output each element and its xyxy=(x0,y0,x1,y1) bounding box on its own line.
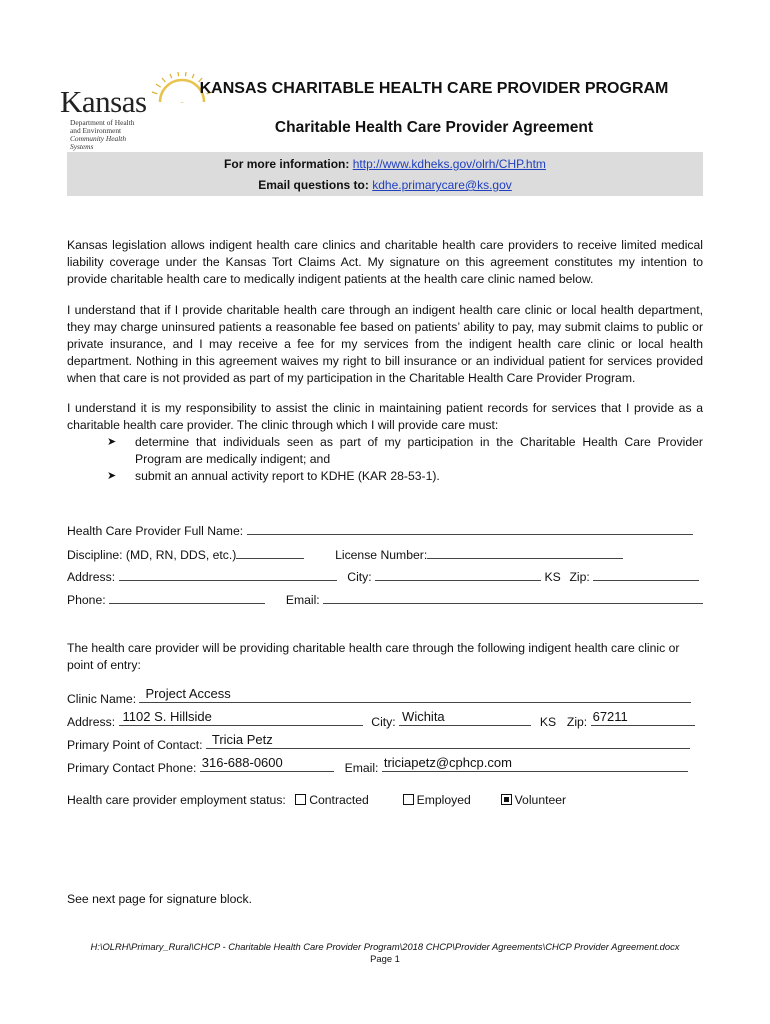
info-label: For more information: xyxy=(224,157,350,171)
list-item xyxy=(107,468,703,485)
phone-field[interactable] xyxy=(109,590,265,604)
clinic-zip-value: 67211 xyxy=(592,709,628,724)
phone-label: Phone: xyxy=(67,593,106,607)
city-field[interactable] xyxy=(375,567,541,581)
list-item xyxy=(107,434,703,468)
file-path: H:\OLRH\Primary_Rural\CHCP - Charitable Health Care Provider Program\2018 CHCP\Provider Agreements\CHCP Provider Agreement.docx xyxy=(90,941,680,952)
page-number: Page 1 xyxy=(370,953,400,964)
bullet-text: submit an annual activity report to KDHE (KAR 28-53-1). xyxy=(135,469,440,483)
employed-label: Employed xyxy=(416,793,471,807)
logo-wordmark: Kansas xyxy=(60,84,147,119)
clinic-zip-field[interactable] xyxy=(591,709,695,726)
volunteer-checkbox[interactable] xyxy=(501,794,512,805)
logo-dept-line-2: and Environment xyxy=(70,126,122,135)
clinic-name-value: Project Access xyxy=(145,686,231,701)
logo-dept-line-3: Community Health Systems xyxy=(70,134,127,151)
paragraph-fees: I understand that if I provide charitable health care through an indigent health care clinic or local health department, they may charge uninsured patients a reasonable fee based on patients’ ability to pay, may submit claims to public or private insurance, and I may receive a fee for my services from the indigent health care clinic or local health department. Nothing in this agreement waives my right to bill insurance or an individual patient for services provided when that care is not provided as part of my participation in the Charitable Health Care Provider Program. xyxy=(67,303,703,385)
address-row xyxy=(67,567,707,584)
clinic-phone-label: Primary Contact Phone: xyxy=(67,761,197,775)
paragraph-legislation: Kansas legislation allows indigent health care clinics and charitable health care providers to receive limited medical liability coverage under the Kansas Tort Claims Act. My signature on this agreement constitutes my intention to provide charitable health care to medically indigent patients at the health care clinic named below. xyxy=(67,238,703,286)
provider-name-row xyxy=(67,521,707,538)
full-name-label: Health Care Provider Full Name: xyxy=(67,524,244,538)
phone-row xyxy=(67,590,707,607)
state-label: KS xyxy=(544,570,561,584)
clinic-address-row xyxy=(67,709,707,729)
clinic-city-field[interactable] xyxy=(399,709,531,726)
email-line xyxy=(67,178,703,192)
bullet-text: determine that individuals seen as part of my participation in the Charitable Health Care Provider Program are medically indigent; and xyxy=(135,435,703,466)
clinic-name-label: Clinic Name: xyxy=(67,692,137,706)
page-footer xyxy=(30,941,740,965)
license-label: License Number: xyxy=(335,548,428,562)
address-label: Address: xyxy=(67,570,116,584)
discipline-field[interactable] xyxy=(236,545,304,559)
clinic-contact-row xyxy=(67,732,707,752)
logo-department xyxy=(70,119,150,151)
clinic-city-label: City: xyxy=(371,715,396,729)
clinic-phone-row xyxy=(67,755,707,775)
volunteer-label: Volunteer xyxy=(514,793,567,807)
license-field[interactable] xyxy=(427,545,623,559)
discipline-label: Discipline: (MD, RN, DDS, etc.) xyxy=(67,548,237,562)
clinic-address-value: 1102 S. Hillside xyxy=(122,709,212,724)
info-link[interactable]: http://www.kdheks.gov/olrh/CHP.htm xyxy=(352,157,546,171)
clinic-contact-label: Primary Point of Contact: xyxy=(67,738,203,752)
clinic-name-row xyxy=(67,686,707,706)
employment-label: Health care provider employment status: xyxy=(67,793,286,807)
arrow-bullet-icon: ➤ xyxy=(107,470,117,482)
next-page-note: See next page for signature block. xyxy=(67,892,252,906)
logo-dept-line-1: Department of Health xyxy=(70,118,135,127)
zip-field[interactable] xyxy=(593,567,699,581)
clinic-city-value: Wichita xyxy=(402,709,445,724)
clinic-zip-label: Zip: xyxy=(566,715,588,729)
clinic-email-value: triciapetz@cphcp.com xyxy=(383,755,512,770)
kdhe-logo xyxy=(60,72,160,151)
employed-checkbox[interactable] xyxy=(403,794,414,805)
address-field[interactable] xyxy=(119,567,337,581)
clinic-email-label: Email: xyxy=(344,761,379,775)
zip-label: Zip: xyxy=(569,570,590,584)
arrow-bullet-icon: ➤ xyxy=(107,436,117,448)
full-name-field[interactable] xyxy=(247,521,693,535)
bullet-list xyxy=(107,434,703,485)
page-subtitle: Charitable Health Care Provider Agreement xyxy=(274,119,594,136)
clinic-phone-value: 316-688-0600 xyxy=(201,755,283,770)
paragraph-responsibility: I understand it is my responsibility to assist the clinic in maintaining patient records for services that I provide as a charitable health care provider. The clinic through which I will provide care must: xyxy=(67,401,703,432)
contracted-label: Contracted xyxy=(309,793,369,807)
clinic-phone-field[interactable] xyxy=(200,755,334,772)
clinic-intro: The health care provider will be providing charitable health care through the following indigent health care clinic or point of entry: xyxy=(67,641,680,672)
clinic-name-field[interactable] xyxy=(139,686,691,703)
email-label: Email: xyxy=(285,593,320,607)
discipline-row xyxy=(67,545,707,562)
contracted-checkbox[interactable] xyxy=(295,794,306,805)
clinic-email-field[interactable] xyxy=(382,755,688,772)
info-line xyxy=(67,157,703,171)
employment-status-row xyxy=(67,793,707,807)
clinic-address-field[interactable] xyxy=(119,709,363,726)
clinic-address-label: Address: xyxy=(67,715,116,729)
clinic-contact-value: Tricia Petz xyxy=(211,732,273,747)
email-label: Email questions to: xyxy=(258,178,369,192)
city-label: City: xyxy=(347,570,372,584)
email-link[interactable]: kdhe.primarycare@ks.gov xyxy=(372,178,512,192)
email-field[interactable] xyxy=(323,590,703,604)
clinic-state-label: KS xyxy=(539,715,557,729)
page-title: KANSAS CHARITABLE HEALTH CARE PROVIDER PROGRAM xyxy=(199,80,669,97)
clinic-contact-field[interactable] xyxy=(206,732,690,749)
